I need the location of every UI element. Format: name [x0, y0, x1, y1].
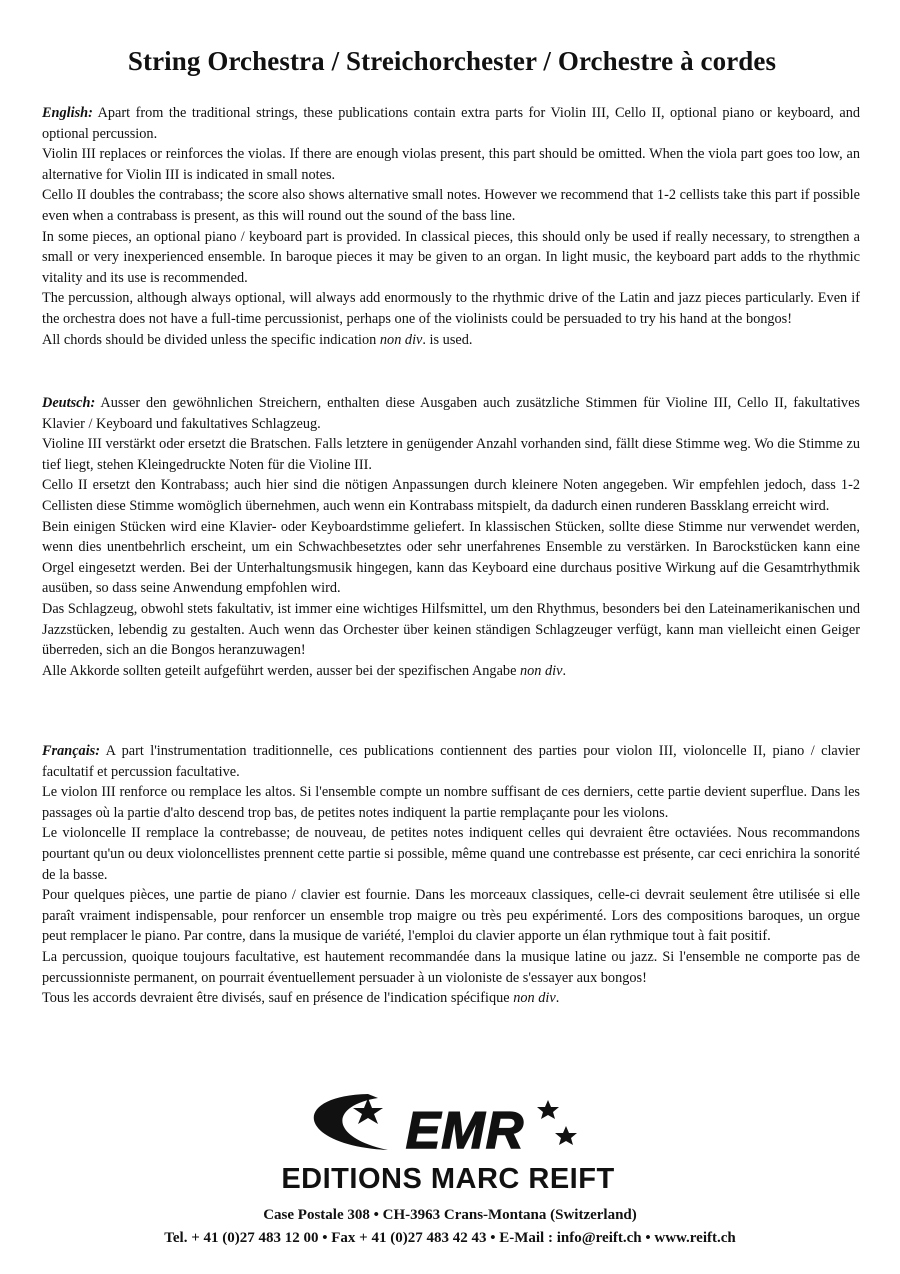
paragraph: Alle Akkorde sollten geteilt aufgeführt werden, ausser bei der spezifischen Angabe non div.: [42, 662, 567, 679]
paragraph: Le violon III renforce ou remplace les altos. Si l'ensemble compte un nombre suffisant de ces derniers, cette partie devient superflue. Dans les passages où la partie d'alto descend trop bas, de petites notes indiquent la partie remplaçante pour les violons.: [42, 784, 860, 821]
logo-publisher-name: EDITIONS MARC REIFT: [281, 1163, 615, 1194]
paragraph: Cello II doubles the contrabass; the score also shows alternative small notes. However we recommend that 1-2 cellists take this part if possible even when a contrabass is present, as this will round out the sound of the bass line.: [42, 187, 860, 224]
paragraph: Violine III verstärkt oder ersetzt die Bratschen. Falls letztere in genügender Anzahl vorhanden sind, fällt diese Stimme weg. Wo die Stimme zu tief liegt, stehen Kleingedruckte Noten für die Violine III.: [42, 436, 860, 473]
language-label: Français:: [42, 743, 100, 759]
language-label: English:: [42, 105, 93, 121]
paragraph: Das Schlagzeug, obwohl stets fakultativ, ist immer eine wichtiges Hilfsmittel, um den Rhythmus, besonders bei den Lateinamerikanischen und Jazzstücken, lebendig zu gestalten. Auch wenn das Orchester über keinen ständigen Schlagzeuger verfügt, kann man vielleicht einen Geiger überreden, sich an die Bongos heranzuwagen!: [42, 600, 860, 659]
logo-star-icon: [555, 1126, 577, 1145]
paragraph: All chords should be divided unless the specific indication non div. is used.: [42, 331, 473, 348]
section-english: [42, 103, 860, 350]
paragraph: Français: A part l'instrumentation traditionnelle, ces publications contiennent des parties pour violon III, violoncelle II, piano / clavier facultatif et percussion facultative.: [42, 743, 860, 780]
address-line: Case Postale 308 • CH-3963 Crans-Montana (Switzerland): [263, 1207, 637, 1223]
contact-line: Tel. + 41 (0)27 483 12 00 • Fax + 41 (0)27 483 42 43 • E-Mail : info@reift.ch • www.reift.ch: [164, 1230, 736, 1246]
paragraph: Cello II ersetzt den Kontrabass; auch hier sind die nötigen Anpassungen durch kleinere Noten angegeben. Wir empfehlen jedoch, dass 1-2 Cellisten diese Stimme womöglich übernehmen, auch wenn ein Kontrabass mitspielt, da dadurch einen runderen Bassklang erreicht wird.: [42, 477, 860, 514]
logo-star-icon: [537, 1100, 559, 1119]
section-francais: [42, 741, 860, 1009]
paragraph: Pour quelques pièces, une partie de piano / clavier est fournie. Dans les morceaux classiques, celle-ci devrait seulement être utilisée si elle paraît vraiment indispensable, pour renforcer un ensemble trop maigre ou très peu expérimenté. Lors des compositions baroques, un orgue peut remplacer le piano. Par contre, dans la musique de variété, l'emploi du clavier apporte un élan rythmique tout à fait positif.: [42, 887, 860, 945]
paragraph: Tous les accords devraient être divisés, sauf en présence de l'indication spécifique non div.: [42, 990, 560, 1007]
emr-logo: [218, 1088, 678, 1194]
paragraph: Deutsch: Ausser den gewöhnlichen Streichern, enthalten diese Ausgaben auch zusätzliche Stimmen für Violine III, Cello II, fakultatives Klavier / Keyboard und fakultatives Schlagzeug.: [42, 395, 860, 432]
page-title: String Orchestra / Streichorchester / Orchestre à cordes: [127, 46, 777, 76]
paragraph: In some pieces, an optional piano / keyboard part is provided. In classical pieces, this should only be used if really necessary, to strengthen a small or very inexperienced ensemble. In baroque pieces it may be given to an organ. In light music, the keyboard part adds to the rhythmic vitality and its use is recommended.: [42, 228, 860, 286]
language-label: Deutsch:: [42, 395, 96, 411]
section-deutsch: [42, 393, 860, 681]
paragraph: The percussion, although always optional, will always add enormously to the rhythmic drive of the Latin and jazz pieces particularly. Even if the orchestra does not have a full-time percussionist, perhaps one of the violinists could be persuaded to try his hand at the bongos!: [42, 290, 860, 327]
paragraph: English: Apart from the traditional strings, these publications contain extra parts for Violin III, Cello II, optional piano or keyboard, and optional percussion.: [42, 105, 860, 142]
paragraph: La percussion, quoique toujours facultative, est hautement recommandée dans la musique latine ou jazz. Si l'ensemble ne comporte pas de percussionniste permanent, on pourrait éventuellement persuader à un violoniste de s'essayer aux bongos!: [42, 948, 860, 986]
logo-mark: EMR: [405, 1102, 525, 1160]
paragraph: Bein einigen Stücken wird eine Klavier- oder Keyboardstimme geliefert. In klassischen Stücken, sollte diese Stimme nur verwendet werden, wenn dies unentbehrlich erscheint, um ein Schwachbesetztes oder sehr unerfahrenes Ensemble zu verstärken. In Barockstücken kann eine Orgel eingesetzt werden. Bei der Unterhaltungsmusik hingegen, kann das Keyboard eine durchaus positive Wirkung auf die Gesamtrhythmik ausüben, so dass seine Anwendung empfohlen wird.: [42, 518, 860, 597]
paragraph: Violin III replaces or reinforces the violas. If there are enough violas present, this part should be omitted. When the viola part goes too low, an alternative for Violin III is indicated in small notes.: [42, 146, 860, 183]
paragraph: Le violoncelle II remplace la contrebasse; de nouveau, de petites notes indiquent celles qui devraient être octaviées. Nous recommandons pourtant qu'un ou deux violoncellistes prennent cette partie si possible, même quand une contrebasse est présente, car ceci enrichira la sonorité de la basse.: [42, 825, 860, 883]
